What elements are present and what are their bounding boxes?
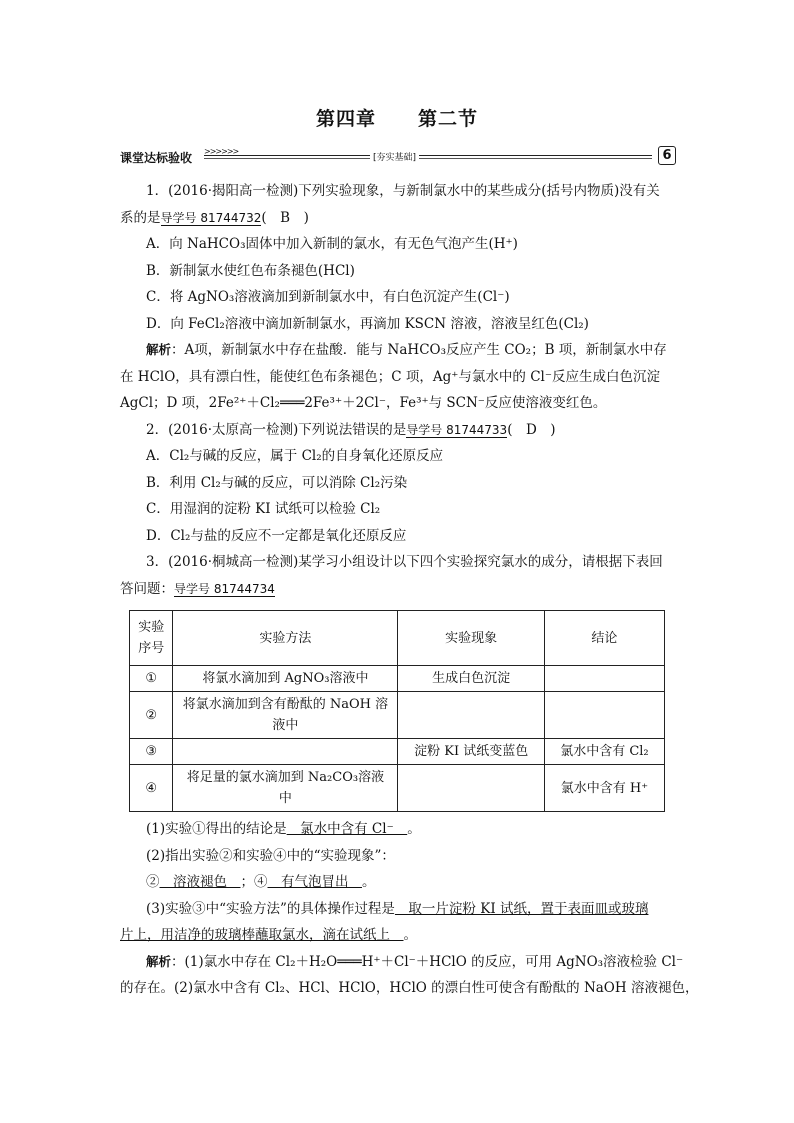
- banner-number-badge: 6: [658, 146, 676, 165]
- q1-analysis-line2: 在 HClO，具有漂白性，能使红色布条褪色；C 项，Ag⁺与氯水中的 Cl⁻反应生成白色沉淀: [120, 368, 660, 385]
- q2-ref-link[interactable]: 导学号 81744733: [406, 422, 508, 437]
- q3-ref-link[interactable]: 导学号 81744734: [174, 581, 275, 596]
- table-header-row: [130, 611, 665, 666]
- chapter-title: 第四章: [315, 108, 376, 130]
- table-cell: 将氯水滴加到 AgNO₃溶液中: [173, 666, 398, 692]
- q2-option-c: C．用湿润的淀粉 KI 试纸可以检验 Cl₂: [146, 501, 381, 517]
- table-row: [130, 692, 665, 739]
- q3-analysis-line1: 解析：(1)氯水中存在 Cl₂＋H₂O═══H⁺＋Cl⁻＋HClO 的反应，可用 AgNO₃溶液检验 Cl⁻: [146, 953, 684, 970]
- banner-rule: [204, 155, 652, 156]
- analysis-label: 解析: [146, 953, 172, 969]
- q1-answer: ( B ): [261, 209, 309, 226]
- q1-option-c: C．将 AgNO₃溶液滴加到新制氯水中，有白色沉淀产生(Cl⁻): [146, 289, 510, 305]
- banner-tag: [夯实基础]: [370, 150, 419, 163]
- table-header: 实验方法: [173, 611, 398, 666]
- q3-stem-line1: 3．(2016·桐城高一检测)某学习小组设计以下四个实验探究氯水的成分，请根据下表回: [146, 554, 663, 570]
- q1-option-a: A．向 NaHCO₃固体中加入新制的氯水，有无色气泡产生(H⁺): [146, 236, 518, 252]
- table-row: [130, 765, 665, 812]
- table-cell: ②: [130, 692, 173, 739]
- table-header: 结论: [544, 611, 664, 666]
- q2-option-d: D．Cl₂与盐的反应不一定都是氧化还原反应: [146, 527, 407, 544]
- q1-option-b: B．新制氯水使红色布条褪色(HCl): [146, 262, 355, 279]
- q3-part3-line2: 片上，用洁净的玻璃棒蘸取氯水，滴在试纸上 。: [120, 927, 417, 943]
- q3-part3-answer-cont: 片上，用洁净的玻璃棒蘸取氯水，滴在试纸上: [120, 927, 404, 943]
- q2-option-b: B．利用 Cl₂与碱的反应，可以消除 Cl₂污染: [146, 474, 408, 491]
- table-cell: ③: [130, 739, 173, 765]
- q1-analysis-line3: AgCl；D 项，2Fe²⁺＋Cl₂═══2Fe³⁺＋2Cl⁻，Fe³⁺与 SCN⁻反应使溶液变红色。: [120, 395, 607, 411]
- content: [120, 178, 699, 1002]
- table-cell: [544, 666, 664, 692]
- table-header: 实验现象: [398, 611, 544, 666]
- table-row: [130, 739, 665, 765]
- section-title: 第二节: [418, 108, 479, 130]
- table-cell: [398, 765, 544, 812]
- table-cell: 将氯水滴加到含有酚酞的 NaOH 溶 液中: [173, 692, 398, 739]
- q1-stem-line1: 1．(2016·揭阳高一检测)下列实验现象，与新制氯水中的某些成分(括号内物质)没有关: [146, 183, 660, 199]
- banner-rule-thin: [204, 158, 652, 159]
- table-cell: 氯水中含有 Cl₂: [544, 739, 664, 765]
- table-cell: ④: [130, 765, 173, 812]
- table-cell: 将足量的氯水滴加到 Na₂CO₃溶液 中: [173, 765, 398, 812]
- banner-label: 课堂达标验收: [120, 151, 193, 165]
- section-banner: [120, 147, 678, 169]
- q1-ref-link[interactable]: 导学号 81744732: [160, 210, 262, 225]
- q1-stem-line2: 系的是导学号 81744732( B ): [120, 209, 309, 226]
- banner-arrows: >>>>>>: [204, 147, 239, 156]
- q3-stem-line2: 答问题：导学号 81744734: [120, 580, 275, 597]
- q3-part2-answer-1: 溶液褪色: [159, 874, 241, 890]
- experiment-table: [129, 610, 665, 812]
- q3-part3-answer: 取一片淀粉 KI 试纸，置于表面皿或玻璃: [394, 900, 649, 917]
- q3-analysis-line2: 的存在。(2)氯水中含有 Cl₂、HCl、HClO，HClO 的漂白性可使含有酚酞的 NaOH 溶液褪色，: [120, 980, 699, 996]
- q3-part1-answer: 氯水中含有 Cl⁻: [286, 821, 408, 837]
- q3-part2-answer-2: 有气泡冒出: [267, 874, 362, 890]
- analysis-label: 解析: [146, 342, 172, 357]
- q2-answer: ( D ): [507, 421, 556, 438]
- page-title: [0, 104, 794, 131]
- q2-stem: 2．(2016·太原高一检测)下列说法错误的是导学号 81744733( D ): [146, 421, 556, 438]
- table-cell: 氯水中含有 H⁺: [544, 765, 664, 812]
- q2-option-a: A．Cl₂与碱的反应，属于 Cl₂的自身氧化还原反应: [146, 448, 444, 464]
- table-cell: 生成白色沉淀: [398, 666, 544, 692]
- table-cell: [544, 692, 664, 739]
- q1-option-d: D．向 FeCl₂溶液中滴加新制氯水，再滴加 KSCN 溶液，溶液呈红色(Cl₂): [146, 315, 589, 332]
- q3-part3-line1: (3)实验③中“实验方法”的具体操作过程是 取一片淀粉 KI 试纸，置于表面皿或玻璃: [146, 900, 649, 917]
- q1-analysis-line1: 解析：A项，新制氯水中存在盐酸．能与 NaHCO₃反应产生 CO₂；B 项，新制氯水中存: [146, 342, 667, 358]
- q3-part2: (2)指出实验②和实验④中的“实验现象”：: [146, 847, 395, 864]
- q3-part1: (1)实验①得出的结论是 氯水中含有 Cl⁻ 。: [146, 821, 421, 837]
- table-cell: [173, 739, 398, 765]
- table-cell: 淀粉 KI 试纸变蓝色: [398, 739, 544, 765]
- table-cell: ①: [130, 666, 173, 692]
- q3-part2-answers: ② 溶液褪色 ；④ 有气泡冒出 。: [146, 874, 376, 890]
- table-cell: [398, 692, 544, 739]
- table-row: [130, 666, 665, 692]
- table-header: 实验 序号: [130, 611, 173, 666]
